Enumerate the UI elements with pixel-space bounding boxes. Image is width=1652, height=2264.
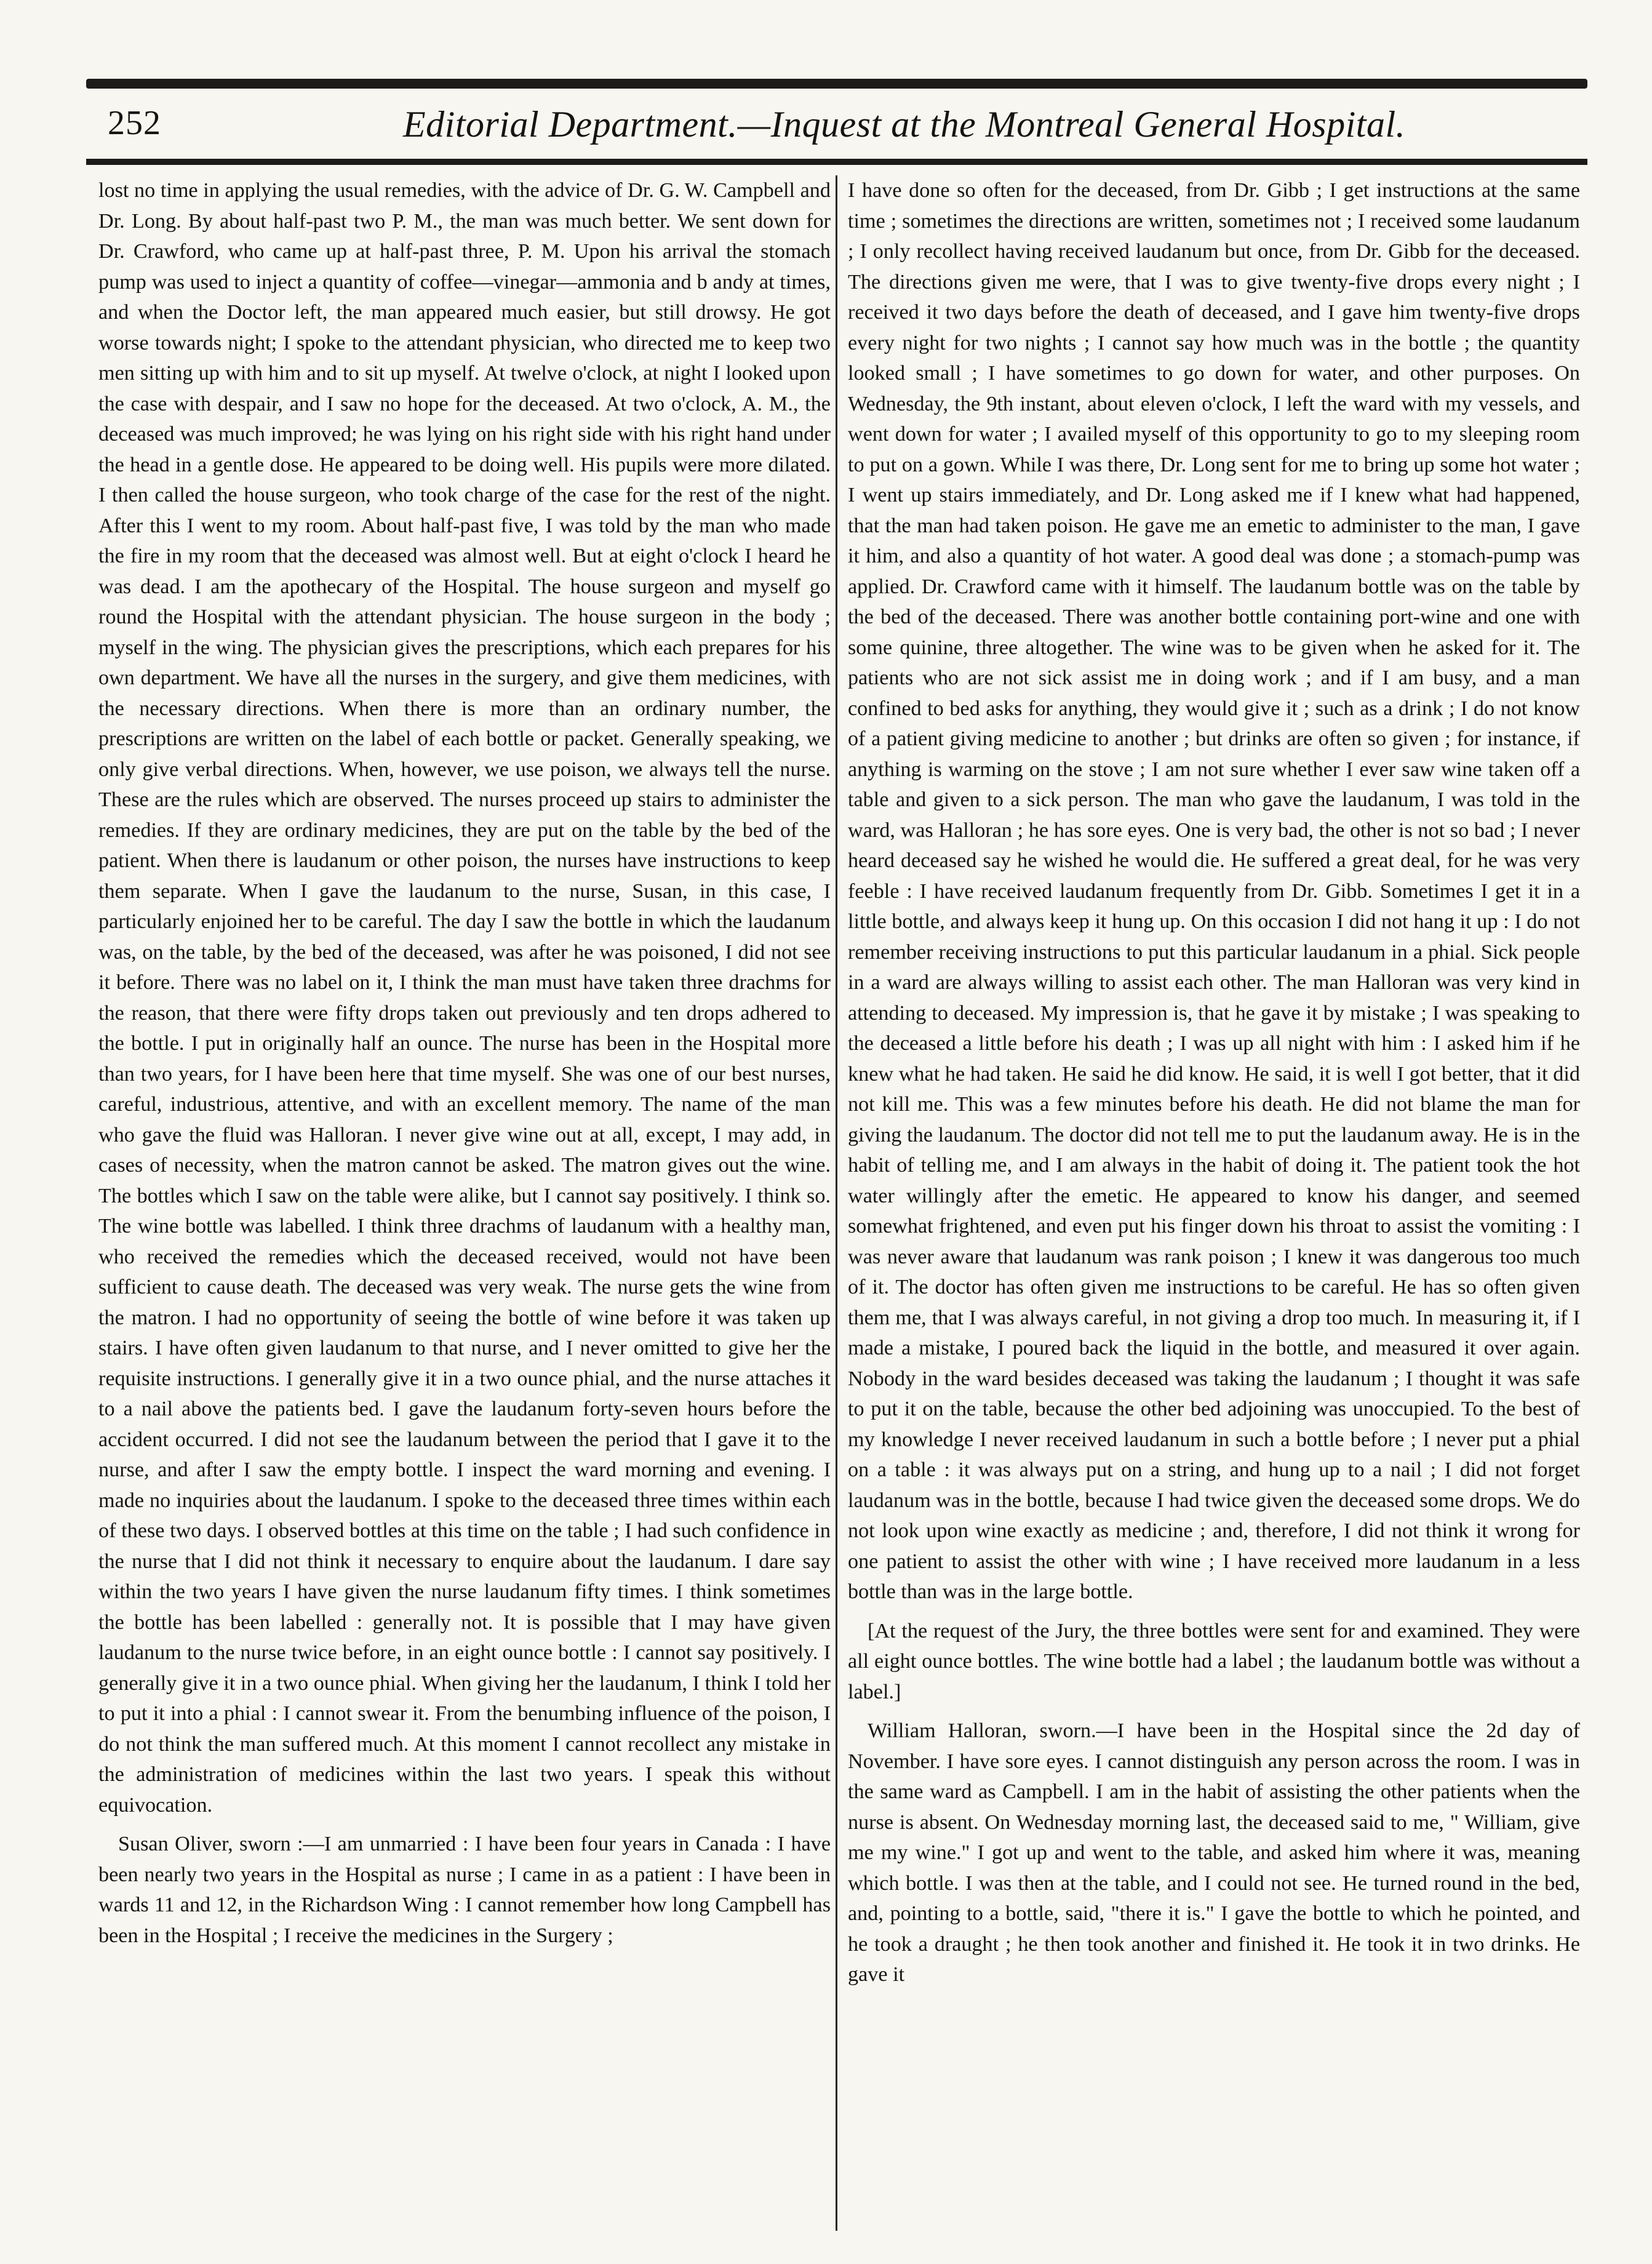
top-rule — [86, 79, 1587, 89]
paragraph-jury-note: [At the request of the Jury, the three bottles were sent for and examined. They were all eight ounce bottles. The wine bottle had a label ; the laudanum bottle was without a label.] — [848, 1619, 1580, 1703]
paragraph-apothecary-testimony: lost no time in applying the usual remedies, with the advice of Dr. G. W. Campbell and Dr. Long. By about half-past two P. M., the man was much better. We sent down for Dr. Crawford, who came up at half-past three, P. M. Upon his arrival the stomach pump was used to inject a quantity of coffee—vinegar—ammonia and b andy at times, and when the Doctor left, the man appeared much easier, but still drowsy. He got worse towards night; I spoke to the attendant physician, who directed me to keep two men sitting up with him and to sit up myself. At twelve o'clock, at night I looked upon the case with despair, and I saw no hope for the deceased. At two o'clock, A. M., the deceased was much improved; he was lying on his right side with his right hand under the head in a gentle dose. He appeared to be doing well. His pupils were more dilated. I then called the house surgeon, who took charge of the case for the rest of the night. After this I went to my room. About half-past five, I was told by the man who made the fire in my room that the deceased was almost well. But at eight o'clock I heard he was dead. I am the apothecary of the Hospital. The house surgeon and myself go round the Hospital with the attendant physician. The house surgeon in the body ; myself in the wing. The physician gives the prescriptions, which each prepares for his own department. We have all the nurses in the surgery, and give them medicines, with the necessary directions. When there is more than an ordinary number, the prescriptions are written on the label of each bottle or packet. Generally speaking, we only give verbal directions. When, however, we use poison, we always tell the nurse. These are the rules which are observed. The nurses proceed up stairs to administer the remedies. If they are ordinary medicines, they are put on the table by the bed of the patient. When there is laudanum or other poison, the nurses have instructions to keep them separate. When I gave the laudanum to the nurse, Susan, in this case, I particularly enjoined her to be careful. The day I saw the bottle in which the laudanum was, on the table, by the bed of the deceased, was after he was poisoned, I did not see it before. There was no label on it, I think the man must have taken three drachms for the reason, that there were fifty drops taken out previously and ten drops adhered to the bottle. I put in originally half an ounce. The nurse has been in the Hospital more than two years, for I have been here that time myself. She was one of our best nurses, careful, industrious, attentive, and with an excellent memory. The name of the man who gave the fluid was Halloran. I never give wine out at all, except, I may add, in cases of necessity, when the matron cannot be asked. The matron gives out the wine. The bottles which I saw on the table were alike, but I cannot say positively. I think so. The wine bottle was labelled. I think three drachms of laudanum with a healthy man, who received the remedies which the deceased received, would not have been sufficient to cause death. The deceased was very weak. The nurse gets the wine from the matron. I had no opportunity of seeing the bottle of wine before it was taken up stairs. I have often given laudanum to that nurse, and I never omitted to give her the requisite instructions. I generally give it in a two ounce phial, and the nurse attaches it to a nail above the patients bed. I gave the laudanum forty-seven hours before the accident occurred. I did not see the laudanum between the period that I gave it to the nurse, and after I saw the empty bottle. I inspect the ward morning and evening. I made no inquiries about the laudanum. I spoke to the deceased three times within each of these two days. I observed bottles at this time on the table ; I had such confidence in the nurse that I did not think it necessary to enquire about the laudanum. I dare say within the two years I have given the nurse laudanum fifty times. I think sometimes the bottle has been labelled : generally not. It is possible that I may have given laudanum to the nurse twice before, in an eight ounce bottle : I cannot say positively. I generally give it in a two ounce phial. When giving her the laudanum, I think I told her to put it into a phial : I cannot swear it. From the benumbing influence of the poison, I do not think the man suffered much. At this moment I cannot recollect any mistake in the administration of medicines within the last two years. I speak this without equivocation. — [98, 179, 831, 1817]
page-number: 252 — [108, 104, 161, 142]
running-title: Editorial Department.—Inquest at the Montreal General Hospital. — [403, 104, 1406, 145]
right-column — [848, 175, 1580, 2225]
paragraph-susan-oliver-testimony: Susan Oliver, sworn :—I am unmarried : I have been four years in Canada : I have been nearly two years in the Hospital as nurse ; I came in as a patient : I have been in wards 11 and 12, in the Richardson Wing : I cannot remember how long Campbell has been in the Hospital ; I receive the medicines in the Surgery ; — [98, 1833, 831, 1947]
page-header — [108, 98, 1584, 154]
paragraph-william-halloran-testimony: William Halloran, sworn.—I have been in the Hospital since the 2d day of November. I have sore eyes. I cannot distinguish any person across the room. I was in the same ward as Campbell. I am in the habit of assisting the other patients when the nurse is absent. On Wednesday morning last, the deceased said to me, " William, give me my wine." I got up and went to the table, and asked him where it was, meaning which bottle. I was then at the table, and I could not see. He turned round in the bed, and, pointing to a bottle, said, "there it is." I gave the bottle to which he pointed, and he took a draught ; he then took another and finished it. He took it in two drinks. He gave it — [848, 1719, 1580, 1986]
paragraph-susan-oliver-continued: I have done so often for the deceased, from Dr. Gibb ; I get instructions at the same time ; sometimes the directions are written, sometimes not ; I received some laudanum ; I only recollect having received laudanum but once, from Dr. Gibb for the deceased. The directions given me were, that I was to give twenty-five drops every night ; I received it two days before the death of deceased, and I gave him twenty-five drops every night for two nights ; I cannot say how much was in the bottle ; the quantity looked small ; I have sometimes to go down for water, and other purposes. On Wednesday, the 9th instant, about eleven o'clock, I left the ward with my vessels, and went down for water ; I availed myself of this opportunity to go to my sleeping room to put on a gown. While I was there, Dr. Long sent for me to bring up some hot water ; I went up stairs immediately, and Dr. Long asked me if I knew what had happened, that the man had taken poison. He gave me an emetic to administer to the man, I gave it him, and also a quantity of hot water. A good deal was done ; a stomach-pump was applied. Dr. Crawford came with it himself. The laudanum bottle was on the table by the bed of the deceased. There was another bottle containing port-wine and one with some quinine, three altogether. The wine was to be given when he asked for it. The patients who are not sick assist me in doing work ; and if I am busy, and a man confined to bed asks for anything, they would give it ; such as a drink ; I do not know of a patient giving medicine to another ; but drinks are often so given ; for instance, if anything is warming on the stove ; I am not sure whether I ever saw wine taken off a table and given to a sick person. The man who gave the laudanum, I was told in the ward, was Halloran ; he has sore eyes. One is very bad, the other is not so bad ; I never heard deceased say he wished he would die. He suffered a great deal, for he was very feeble : I have received laudanum frequently from Dr. Gibb. Sometimes I get it in a little bottle, and always keep it hung up. On this occasion I did not hang it up : I do not remember receiving instructions to put this particular laudanum in a phial. Sick people in a ward are always willing to assist each other. The man Halloran was very kind in attending to deceased. My impression is, that he gave it by mistake ; I was speaking to the deceased a little before his death ; I was up all night with him : I asked him if he knew what he had taken. He said he did know. He said, it is well I got better, that it did not kill me. This was a few minutes before his death. He did not blame the man for giving the laudanum. The doctor did not tell me to put the laudanum away. He is in the habit of telling me, and I am always in the habit of doing it. The patient took the hot water willingly after the emetic. He appeared to know his danger, and seemed somewhat frightened, and even put his finger down his throat to assist the vomiting : I was never aware that laudanum was rank poison ; I knew it was dangerous too much of it. The doctor has often given me instructions to be careful. He has so often given them me, that I was always careful, in not giving a drop too much. In measuring it, if I made a mistake, I poured back the liquid in the bottle, and measured it over again. Nobody in the ward besides deceased was taking the laudanum ; I thought it was safe to put it on the table, because the other bed adjoining was unoccupied. To the best of my knowledge I never received laudanum in such a bottle before ; I never put a phial on a table : it was always put on a string, and hung up to a nail ; I did not forget laudanum was in the bottle, because I had twice given the deceased some drops. We do not look upon wine exactly as medicine ; and, therefore, I did not think it wrong for one patient to assist the other with wine ; I have received more laudanum in a less bottle than was in the large bottle. — [848, 179, 1580, 1603]
column-divider — [836, 175, 837, 2231]
left-column — [98, 175, 831, 2225]
header-rule — [86, 159, 1587, 165]
